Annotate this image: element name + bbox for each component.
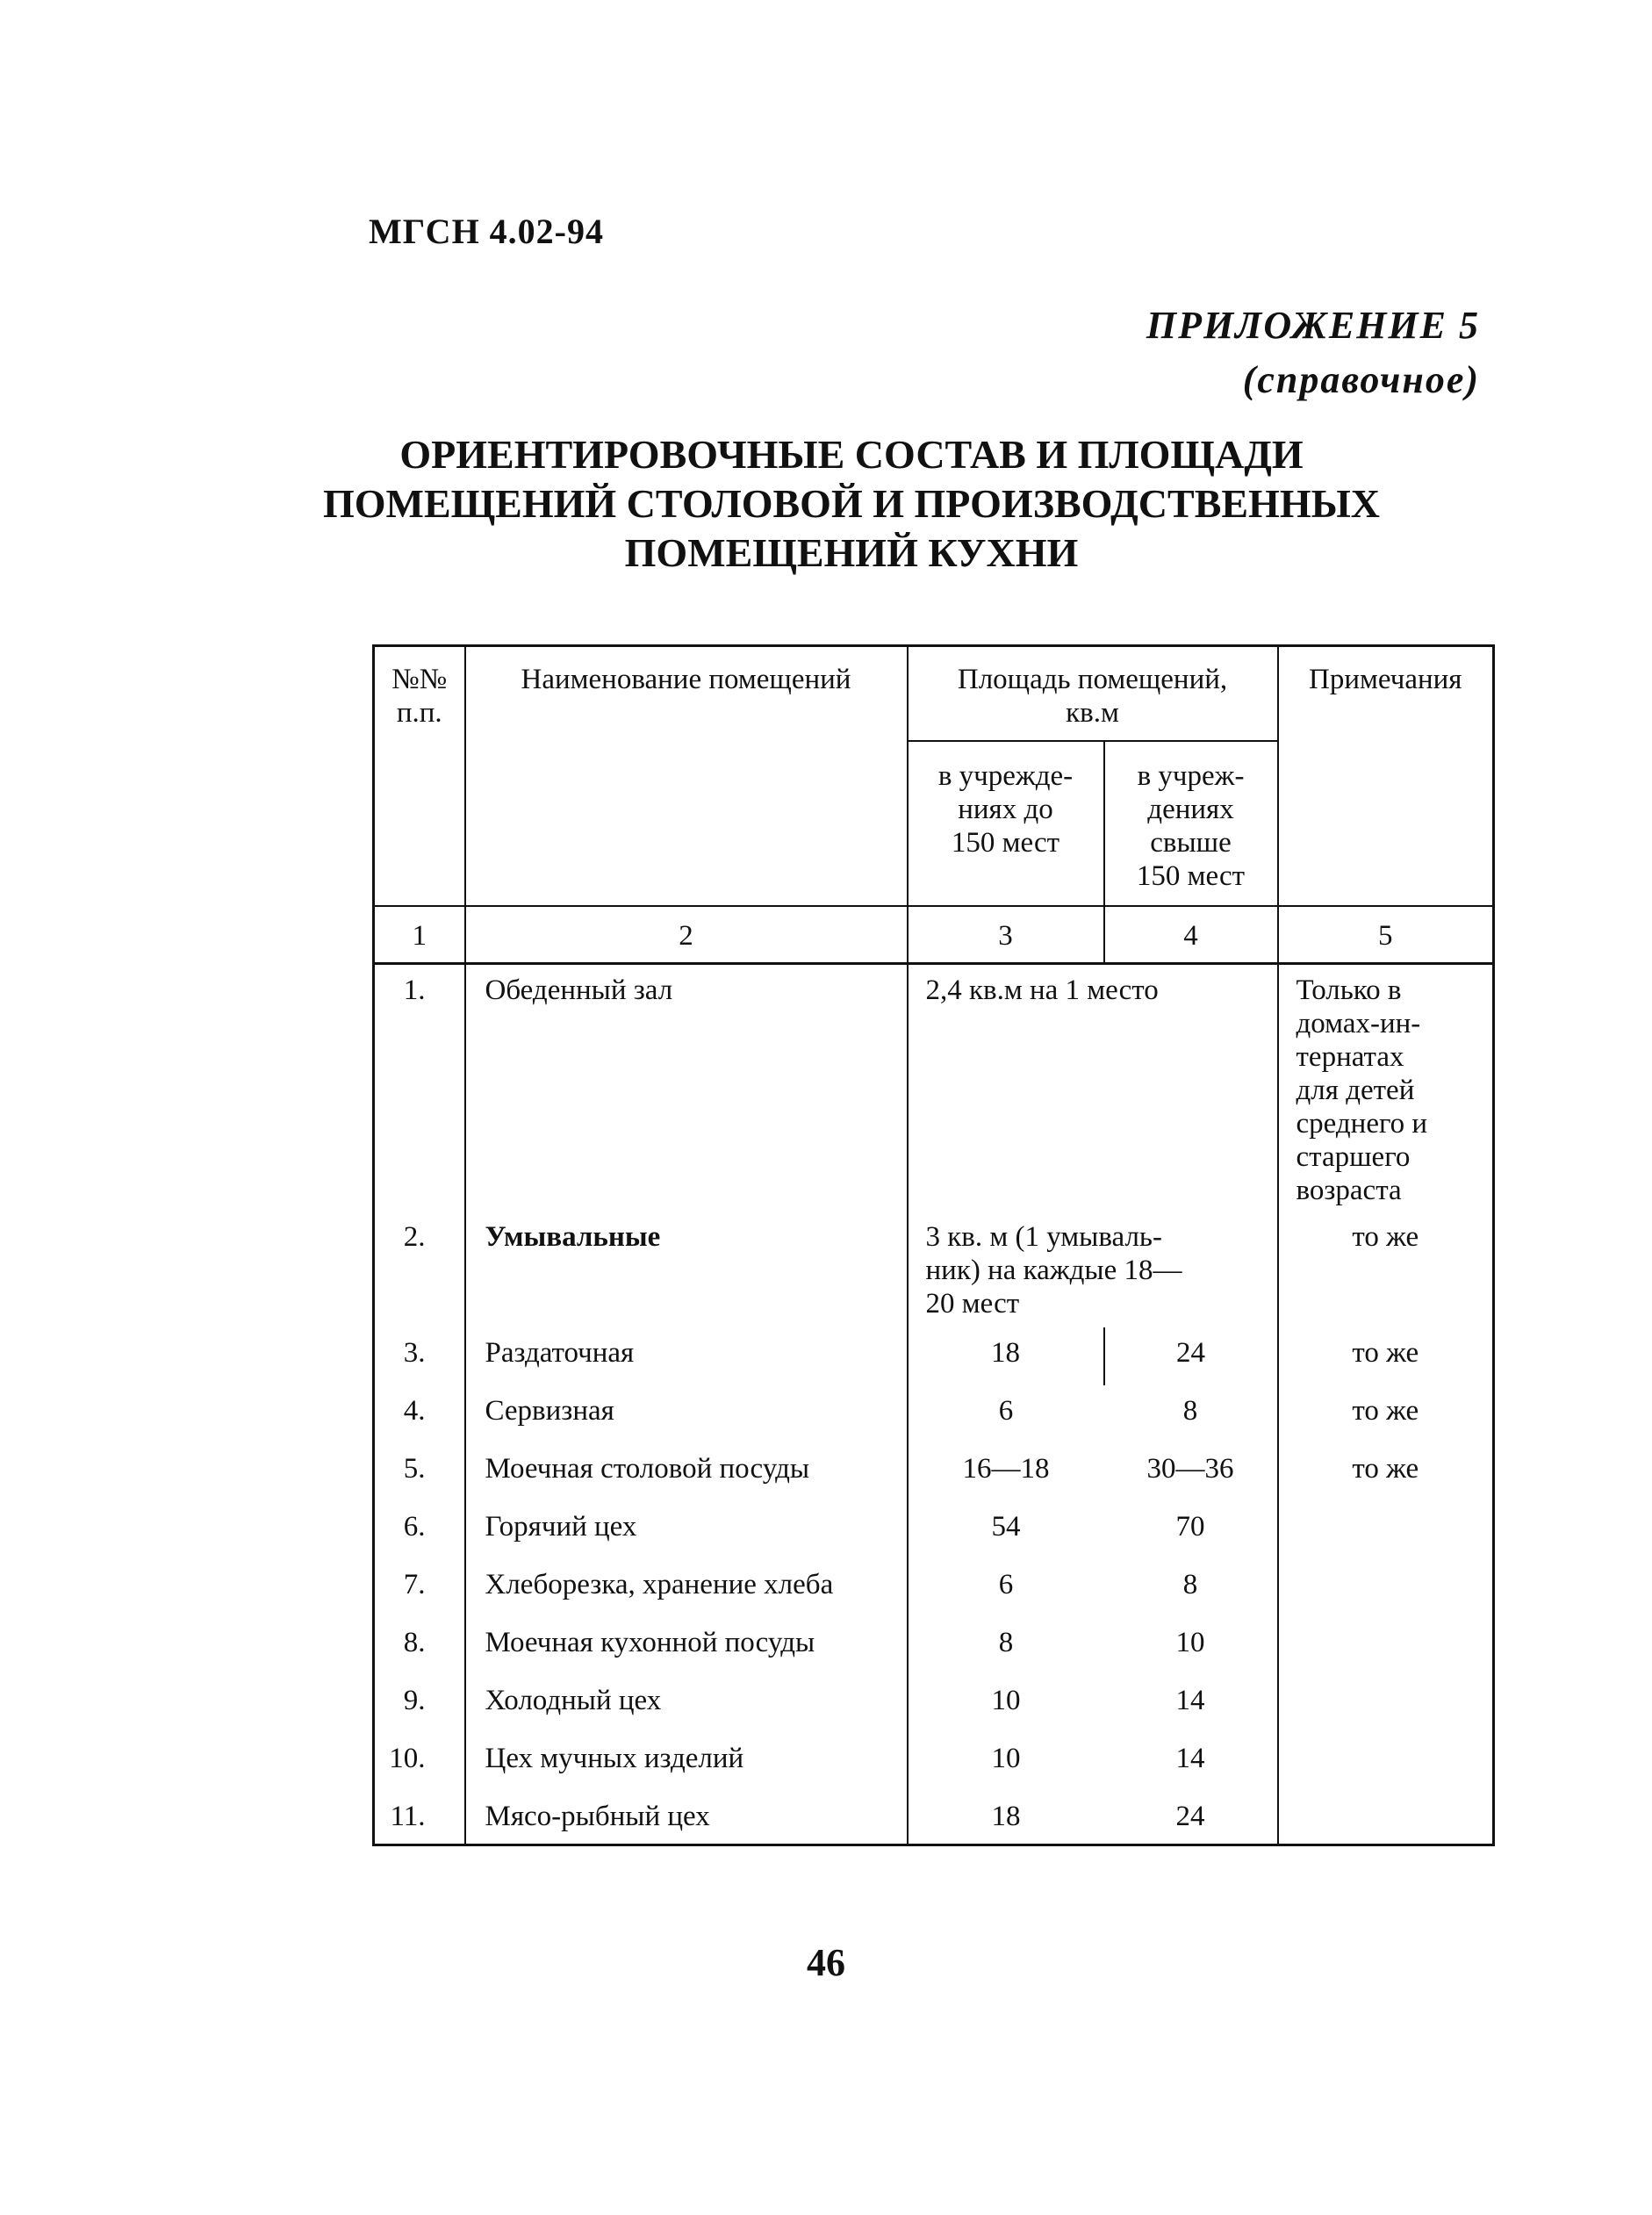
- area-large: 70: [1104, 1501, 1278, 1559]
- area-small: 6: [908, 1385, 1104, 1443]
- header-notes: [1278, 646, 1494, 906]
- header-text: дениях: [1147, 793, 1234, 825]
- area-large: 14: [1104, 1733, 1278, 1791]
- header-area-small: [908, 741, 1104, 906]
- title-line: ПОМЕЩЕНИЙ КУХНИ: [624, 530, 1079, 575]
- row-note: [1278, 1791, 1494, 1845]
- table-row: [374, 1212, 1494, 1327]
- header-text: кв.м: [1066, 697, 1119, 729]
- row-number: 10.: [374, 1733, 465, 1791]
- table-row: [374, 1675, 1494, 1733]
- row-note: то же: [1278, 1212, 1494, 1327]
- room-name: Умывальные: [465, 1212, 908, 1327]
- row-number: 5.: [374, 1443, 465, 1501]
- table-row: [374, 1617, 1494, 1675]
- row-note: [1278, 1675, 1494, 1733]
- area-large: 24: [1104, 1327, 1278, 1385]
- note-text: домах-ин-: [1296, 1008, 1421, 1039]
- header-text: Площадь помещений,: [957, 664, 1228, 695]
- table-row: [374, 1501, 1494, 1559]
- area-merged: [908, 1212, 1278, 1327]
- area-large: 8: [1104, 1385, 1278, 1443]
- room-name: Мясо-рыбный цех: [465, 1791, 908, 1845]
- header-area-large: [1104, 741, 1278, 906]
- row-number: 9.: [374, 1675, 465, 1733]
- row-note: [1278, 1733, 1494, 1791]
- column-number: 1: [374, 906, 465, 964]
- area-large: 14: [1104, 1675, 1278, 1733]
- table-row: [374, 1791, 1494, 1845]
- area-small: 18: [908, 1791, 1104, 1845]
- area-small: 10: [908, 1733, 1104, 1791]
- note-text: возраста: [1296, 1175, 1402, 1206]
- note-text: для детей: [1296, 1075, 1415, 1106]
- table-row: [374, 1733, 1494, 1791]
- note-text: среднего и: [1296, 1108, 1428, 1140]
- area-small: 6: [908, 1559, 1104, 1617]
- appendix-label: ПРИЛОЖЕНИЕ 5: [1146, 304, 1480, 347]
- row-note: [1278, 1617, 1494, 1675]
- room-name: Горячий цех: [465, 1501, 908, 1559]
- row-note: [1278, 1559, 1494, 1617]
- note-text: старшего: [1296, 1141, 1411, 1173]
- note-text: Только в: [1296, 974, 1402, 1006]
- header-room-name: [465, 646, 908, 906]
- table-row: [374, 1559, 1494, 1617]
- column-number: 3: [908, 906, 1104, 964]
- area-merged: [908, 964, 1278, 1212]
- area-small: 8: [908, 1617, 1104, 1675]
- table-body: [374, 964, 1494, 1845]
- note-text: тернатах: [1296, 1041, 1404, 1073]
- row-number: 6.: [374, 1501, 465, 1559]
- area-large: 24: [1104, 1791, 1278, 1845]
- row-number: 3.: [374, 1327, 465, 1385]
- area-small: 16—18: [908, 1443, 1104, 1501]
- area-text: 20 мест: [925, 1287, 1020, 1320]
- row-number: 7.: [374, 1559, 465, 1617]
- room-name: Холодный цех: [465, 1675, 908, 1733]
- document-code: МГСН 4.02-94: [369, 212, 604, 251]
- header-text: ниях до: [958, 793, 1053, 825]
- table-row: [374, 1443, 1494, 1501]
- area-text: 3 кв. м (1 умываль-: [925, 1220, 1162, 1253]
- row-note: [1278, 1501, 1494, 1559]
- column-number: 2: [465, 906, 908, 964]
- row-note: [1278, 964, 1494, 1212]
- title-line: ПОМЕЩЕНИЙ СТОЛОВОЙ И ПРОИЗВОДСТВЕННЫХ: [322, 481, 1381, 526]
- column-number: 4: [1104, 906, 1278, 964]
- room-name: Моечная кухонной посуды: [465, 1617, 908, 1675]
- page-title: [316, 430, 1387, 578]
- area-large: 8: [1104, 1559, 1278, 1617]
- row-note: то же: [1278, 1327, 1494, 1385]
- title-line: ОРИЕНТИРОВОЧНЫЕ СОСТАВ И ПЛОЩАДИ: [399, 432, 1304, 477]
- area-text: ник) на каждые 18—: [925, 1254, 1182, 1286]
- header-text: п.п.: [396, 697, 442, 729]
- row-number: 2.: [374, 1212, 465, 1327]
- room-name: Цех мучных изделий: [465, 1733, 908, 1791]
- table-row: [374, 964, 1494, 1212]
- room-name: Раздаточная: [465, 1327, 908, 1385]
- row-number: 11.: [374, 1791, 465, 1845]
- area-small: 18: [908, 1327, 1104, 1385]
- header-text: 150 мест: [1136, 859, 1246, 892]
- column-number: 5: [1278, 906, 1494, 964]
- page-number: 46: [807, 1941, 845, 1984]
- header-text: в учреж-: [1137, 759, 1245, 792]
- header-text: 150 мест: [951, 826, 1060, 859]
- header-text: в учрежде-: [937, 759, 1074, 792]
- area-small: 10: [908, 1675, 1104, 1733]
- row-number: 8.: [374, 1617, 465, 1675]
- row-number: 1.: [374, 964, 465, 1212]
- header-text: Наименование помещений: [521, 664, 851, 695]
- header-text: свыше: [1150, 826, 1232, 859]
- header-text: №№: [391, 664, 448, 695]
- room-name: Сервизная: [465, 1385, 908, 1443]
- appendix-subtitle: (справочное): [1242, 358, 1480, 401]
- room-name: Хлеборезка, хранение хлеба: [465, 1559, 908, 1617]
- area-large: 30—36: [1104, 1443, 1278, 1501]
- area-small: 54: [908, 1501, 1104, 1559]
- table-row: [374, 1385, 1494, 1443]
- header-area: [908, 646, 1278, 741]
- column-number-row: [374, 906, 1494, 964]
- header-number: [374, 646, 465, 906]
- row-note: то же: [1278, 1385, 1494, 1443]
- area-text: 2,4 кв.м на 1 место: [925, 974, 1159, 1006]
- row-number: 4.: [374, 1385, 465, 1443]
- appendix-heading: [1146, 298, 1480, 407]
- table-header: [374, 646, 1494, 906]
- room-name: Обеденный зал: [465, 964, 908, 1212]
- room-name: Моечная столовой посуды: [465, 1443, 908, 1501]
- table-row: [374, 1327, 1494, 1385]
- rooms-area-table: [372, 644, 1495, 1846]
- header-text: Примечания: [1309, 664, 1462, 695]
- area-large: 10: [1104, 1617, 1278, 1675]
- row-note: то же: [1278, 1443, 1494, 1501]
- rooms-table-container: [372, 644, 1492, 1867]
